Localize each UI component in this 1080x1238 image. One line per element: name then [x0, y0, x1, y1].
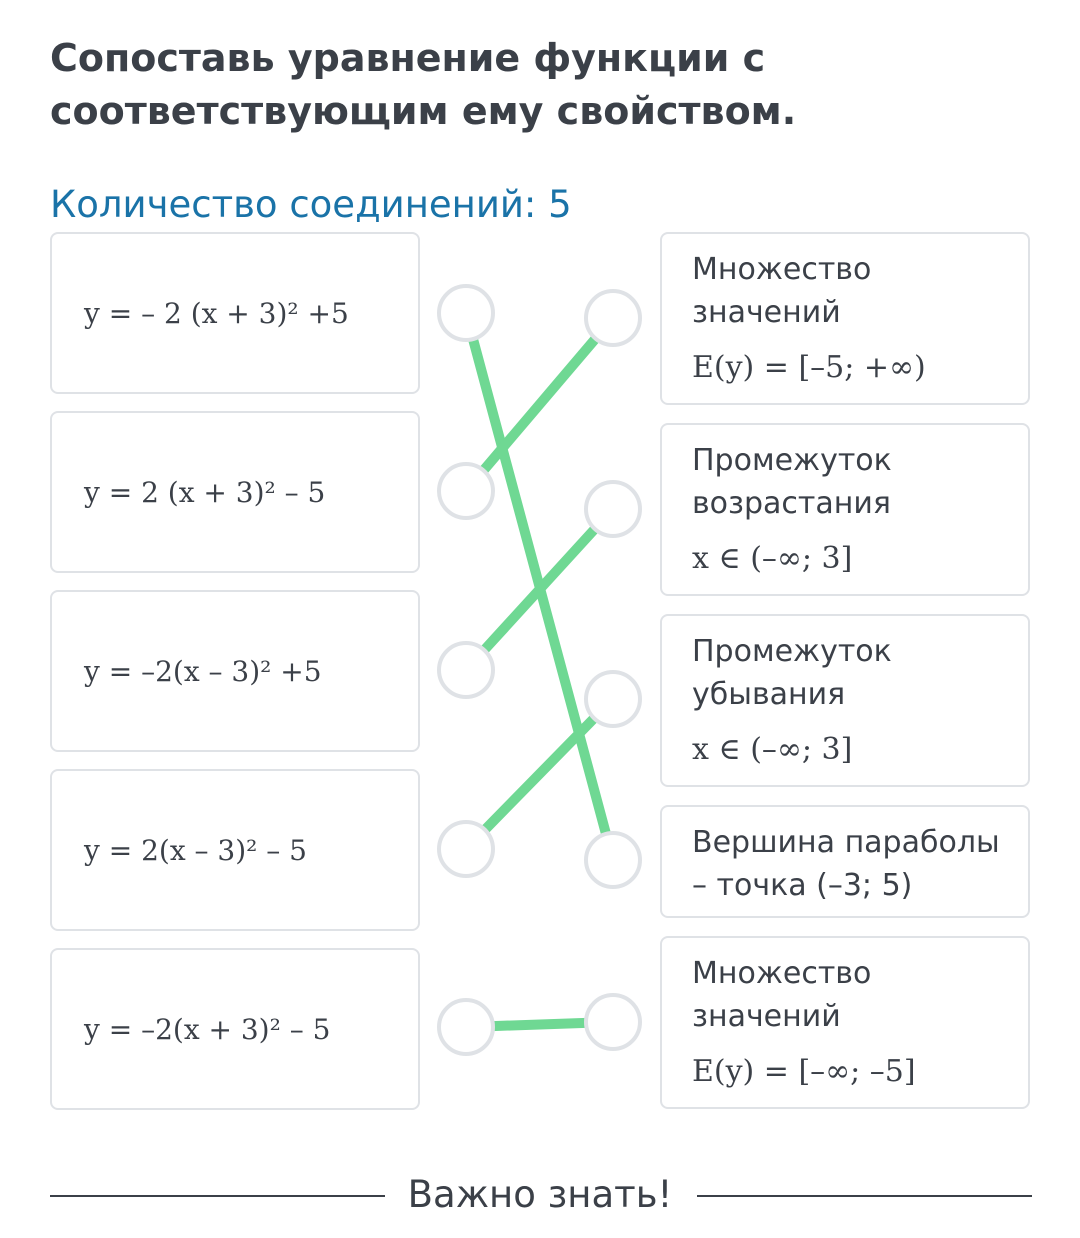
right-connector-2[interactable] [586, 482, 640, 536]
right-connector-1[interactable] [586, 291, 640, 345]
left-item-formula: y = –2(x – 3)² +5 [84, 654, 322, 688]
footer-label: Важно знать! [407, 1173, 673, 1216]
connection-lines [473, 339, 606, 1027]
right-item-formula: E(y) = [–5; +∞) [692, 350, 926, 385]
connection-line-1 [473, 339, 606, 834]
right-item-text: Вершина параболы – точка (–3; 5) [692, 825, 1000, 903]
connection-line-3 [484, 529, 595, 650]
right-item-formula: E(y) = [–∞; –5] [692, 1054, 916, 1089]
left-item-5[interactable] [50, 948, 420, 1110]
right-item-5[interactable] [660, 936, 1030, 1109]
left-connector-3[interactable] [439, 643, 493, 697]
left-item-formula: y = 2 (x + 3)² – 5 [84, 475, 326, 509]
right-item-4[interactable] [660, 805, 1030, 918]
footer-divider-left [50, 1195, 385, 1197]
left-item-2[interactable] [50, 411, 420, 573]
left-connector-1[interactable] [439, 286, 493, 340]
right-item-text: Промежуток возрастания [692, 443, 892, 521]
left-connector-2[interactable] [439, 464, 493, 518]
footer-divider-right [697, 1195, 1032, 1197]
left-item-formula: y = 2(x – 3)² – 5 [84, 833, 307, 867]
right-item-3[interactable] [660, 614, 1030, 787]
task-title: Сопоставь уравнение функции с соответствующим ему свойством. [50, 36, 797, 133]
connection-line-4 [485, 718, 594, 829]
right-item-text: Промежуток убывания [692, 634, 892, 712]
connections-count: Количество соединений: 5 [50, 183, 572, 226]
connection-nodes [439, 286, 640, 1054]
left-item-formula: y = – 2 (x + 3)² +5 [84, 296, 349, 330]
left-item-4[interactable] [50, 769, 420, 931]
left-connector-5[interactable] [439, 1000, 493, 1054]
right-connector-4[interactable] [586, 833, 640, 887]
connection-line-5 [493, 1023, 586, 1026]
right-item-text: Множество значений [692, 252, 872, 330]
right-item-2[interactable] [660, 423, 1030, 596]
right-item-formula: x ∈ (–∞; 3] [692, 541, 853, 576]
right-connector-5[interactable] [586, 995, 640, 1049]
connection-line-2 [483, 339, 595, 471]
right-connector-3[interactable] [586, 672, 640, 726]
left-connector-4[interactable] [439, 822, 493, 876]
right-item-text: Множество значений [692, 956, 872, 1034]
right-item-formula: x ∈ (–∞; 3] [692, 732, 853, 767]
left-item-3[interactable] [50, 590, 420, 752]
right-item-1[interactable] [660, 232, 1030, 405]
left-item-1[interactable] [50, 232, 420, 394]
left-item-formula: y = –2(x + 3)² – 5 [84, 1012, 331, 1046]
